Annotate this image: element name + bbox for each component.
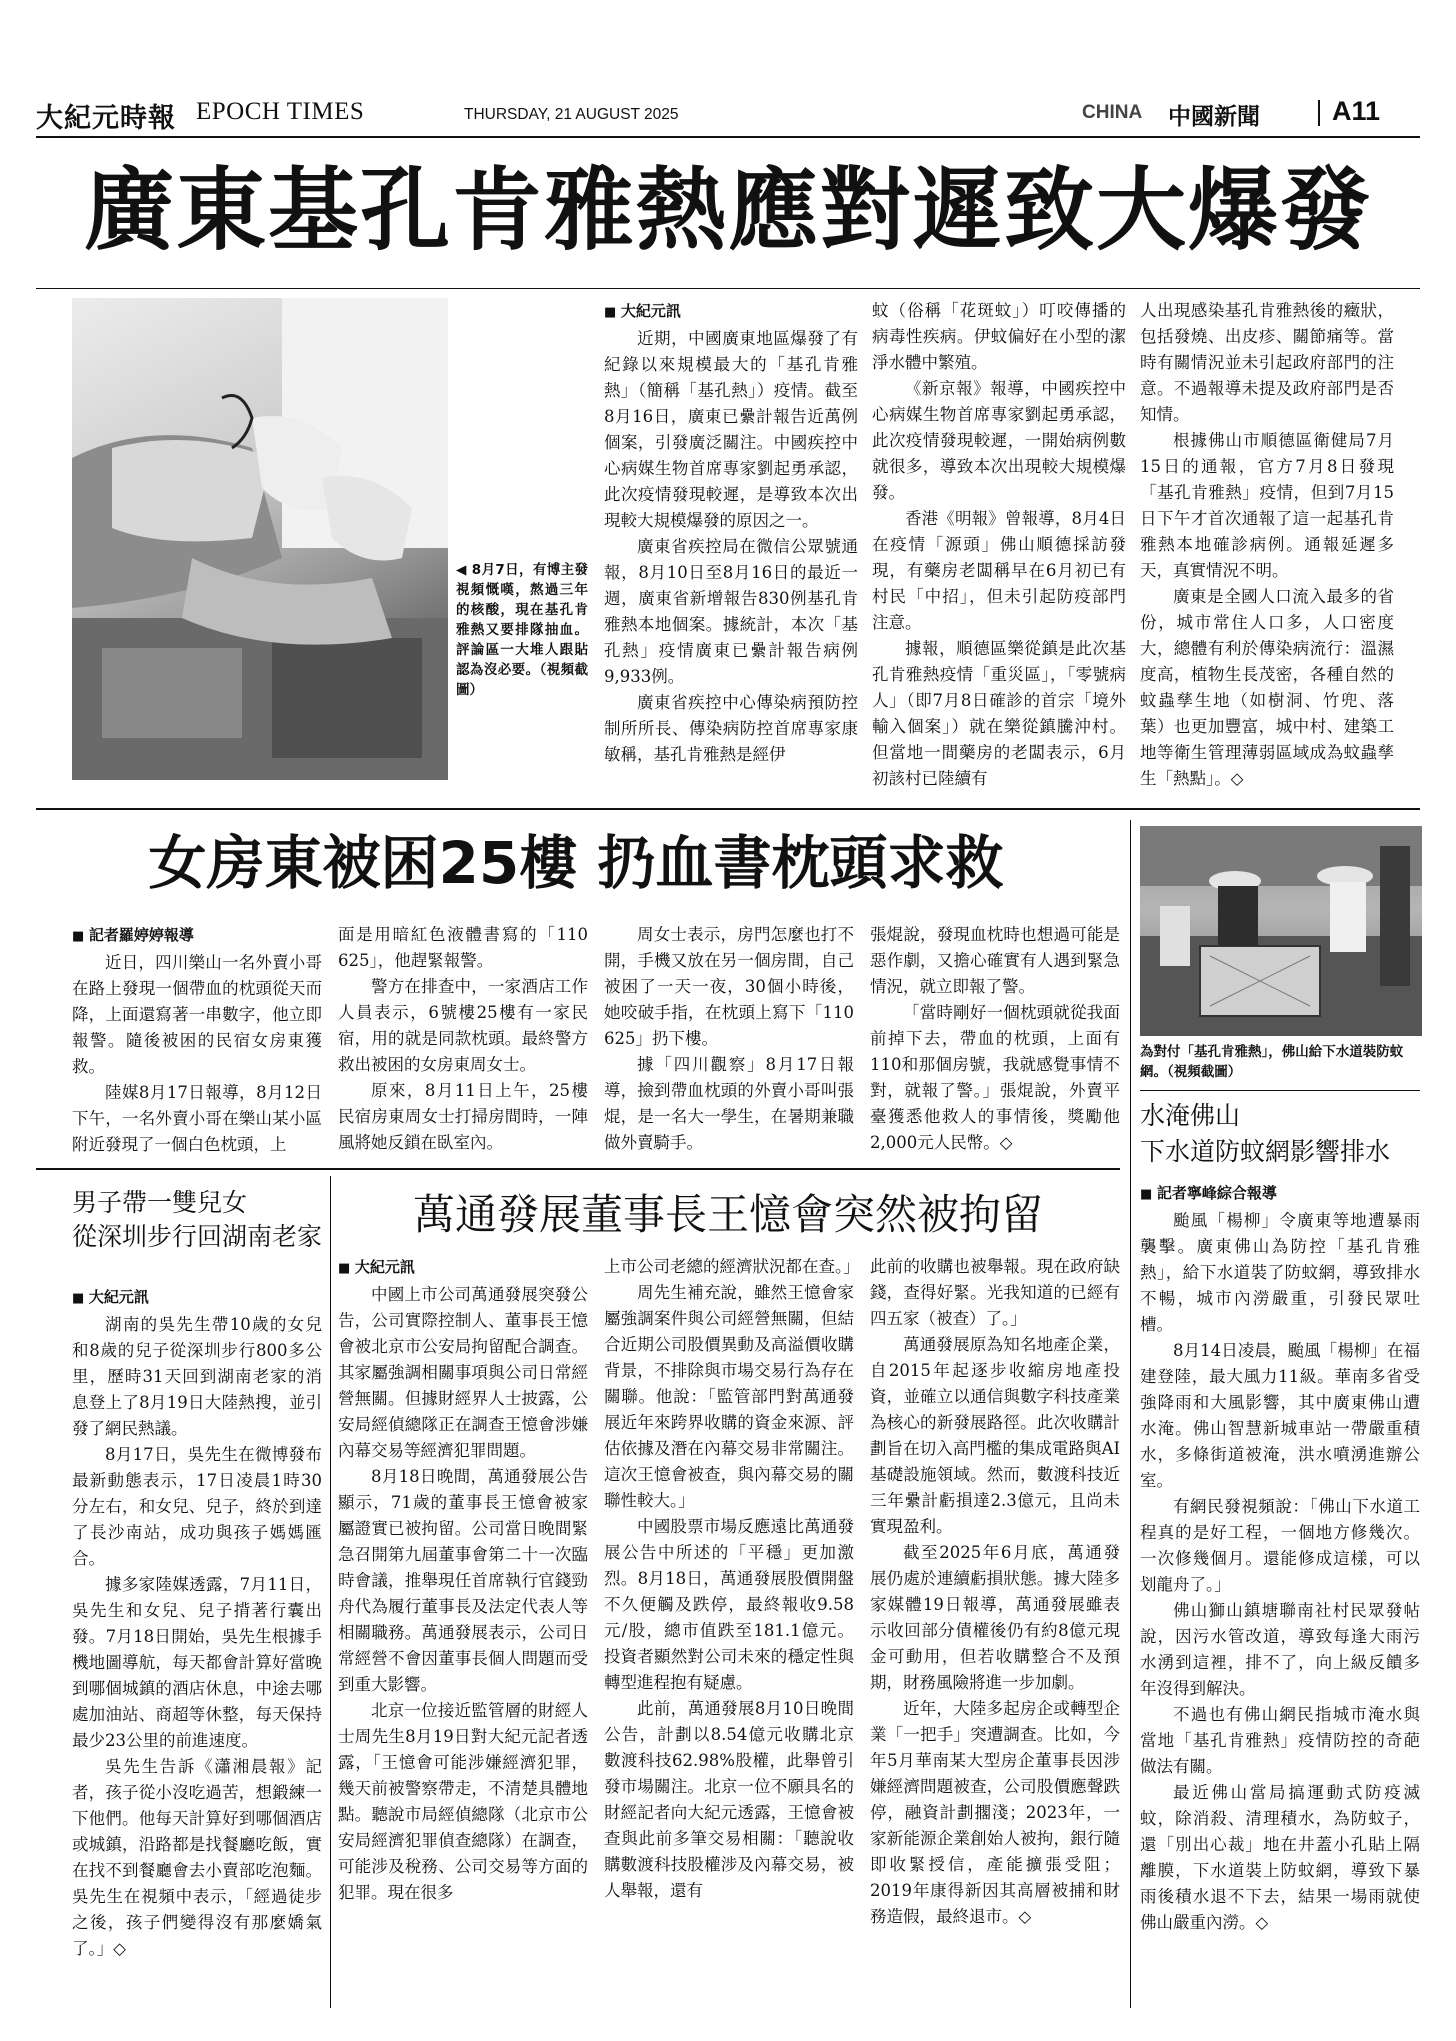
story3-p3: 有網民發視頻說：「佛山下水道工程真的是好工程，一個地方修幾次。一次修幾個月。還能修成這樣，可以划龍舟了。」 xyxy=(1140,1497,1420,1594)
story4-p4: 吳先生告訴《瀟湘晨報》記者，孩子從小沒吃過苦，想鍛練一下他們。他每天計算好到哪個酒店或城鎮，沿路都是找餐廳吃飯，實在找不到餐廳會去小賣部吃泡麵。吳先生在視頻中表示，「經過徒步之後，孩子們變得沒有那麼嬌氣了。」◇ xyxy=(72,1757,322,1958)
story4-p2: 8月17日，吳先生在微博發布最新動態表示，17日凌晨1時30分左右，和女兒、兒子，終於到達了長沙南站，成功與孩子媽媽匯合。 xyxy=(72,1445,322,1568)
story1-col2-p3: 香港《明報》曾報導，8月4日在疫情「源頭」佛山順德採訪發現，有藥房老闆稱早在6月初已有村民「中招」，但未引起防疫部門注意。 xyxy=(872,509,1126,632)
story1-dateline: ■ 大紀元訊 xyxy=(604,298,858,326)
story5-col3-p4: 近年，大陸多起房企或轉型企業「一把手」突遭調查。比如，今年5月華南某大型房企董事長因涉嫌經濟問題被查，公司股價應聲跌停，融資計劃擱淺；2023年，一家新能源企業創始人被拘，銀行隨即收緊授信，產能擴張受阻；2019年康得新因其高層被捕和財務造假，最終退市。◇ xyxy=(870,1699,1120,1926)
story1-bottom-rule xyxy=(36,808,1420,810)
story5-col1-p3: 北京一位接近監管層的財經人士周先生8月19日對大紀元記者透露，「王憶會可能涉嫌經濟犯罪，幾天前被警察帶走，不清楚具體地點。聽說市局經偵總隊（北京市公安局經濟犯罪偵查總隊）在調查，可能涉及稅務、公司交易等方面的犯罪。現在很多 xyxy=(338,1701,588,1902)
story2-bottom-rule xyxy=(36,1168,1120,1170)
story1-col3 xyxy=(1140,298,1394,792)
story2-col2-p1: 面是用暗紅色液體書寫的「110 625」，他趕緊報警。 xyxy=(338,925,588,970)
story2-col3-p2: 據「四川觀察」8月17日報導，撿到帶血枕頭的外賣小哥叫張焜，是一名大一學生，在暑期兼職做外賣騎手。 xyxy=(604,1055,854,1152)
story1-col3-p3: 廣東是全國人口流入最多的省份，城市常住人口多，人口密度大，總體有利於傳染病流行：溫濕度高，植物生長茂密，各種自然的蚊蟲孳生地（如樹洞、竹兜、落葉）也更加豐富，城中村、建築工地等衛生管理薄弱區域成為蚊蟲孳生「熱點」。◇ xyxy=(1140,587,1394,788)
story1-col3-p1: 人出現感染基孔肯雅熱後的癥狀，包括發燒、出皮疹、關節痛等。當時有關情況並未引起政府部門的注意。不過報導未提及政府部門是否知情。 xyxy=(1140,301,1394,424)
story1-photo-caption: ◀ 8月7日，有博主發視頻慨嘆，熬過三年的核酸，現在基孔肯雅熱又要排隊抽血。評論區一大堆人跟貼認為沒必要。（視頻截圖） xyxy=(456,562,588,698)
story5-col3 xyxy=(870,1254,1120,1930)
story2-col2-p2: 警方在排查中，一家酒店工作人員表示，6號樓25樓有一家民宿，用的就是同款枕頭。最終警方救出被困的女房東周女士。 xyxy=(338,977,588,1074)
story4-p1: 湖南的吳先生帶10歲的女兒和8歲的兒子從深圳步行800多公里，歷時31天回到湖南老家的消息登上了8月19日大陸熱搜，並引發了網民熱議。 xyxy=(72,1315,322,1438)
story3-dateline: ■ 記者寧峰綜合報導 xyxy=(1140,1180,1420,1208)
left-column-divider xyxy=(330,1176,331,2008)
story2-dateline: ■ 記者羅婷婷報導 xyxy=(72,922,322,950)
story5-col1 xyxy=(338,1254,588,1906)
story1-col1-p1: 近期，中國廣東地區爆發了有紀錄以來規模最大的「基孔肯雅熱」（簡稱「基孔熱」）疫情。截至8月16日，廣東已纍計報告近萬例個案，引發廣泛關注。中國疾控中心病媒生物首席專家劉起勇承認，此次疫情發現較遲，是導致本次出現較大規模爆發的原因之一。 xyxy=(604,329,858,530)
story3-p4: 佛山獅山鎮塘聯南社村民眾發帖說，因污水管改道，導致每逢大雨污水湧到這裡，排不了，向上級反饋多年沒得到解決。 xyxy=(1140,1601,1420,1698)
section-divider xyxy=(1318,100,1320,126)
story1-photo xyxy=(72,298,448,780)
story2-col4-p1: 張焜說，發現血枕時也想過可能是惡作劇，又擔心確實有人遇到緊急情況，就立即報了警。 xyxy=(870,925,1120,996)
story4-headline-line2: 從深圳步行回湖南老家 xyxy=(72,1222,323,1251)
story4-body xyxy=(72,1284,322,1962)
story3-photo-caption: 為對付「基孔肯雅熱」，佛山給下水道裝防蚊網。（視頻截圖） xyxy=(1140,1044,1404,1080)
story3-p5: 不過也有佛山網民指城市淹水與當地「基孔肯雅熱」疫情防控的奇葩做法有關。 xyxy=(1140,1705,1420,1776)
story5-col3-p3: 截至2025年6月底，萬通發展仍處於連續虧損狀態。據大陸多家媒體19日報導，萬通發展雖表示收回部分債權後仍有約8億元現金可動用，但若收購整合不及預期，財務風險將進一步加劇。 xyxy=(870,1543,1120,1692)
story2-col1 xyxy=(72,922,322,1158)
story3-headline-line2: 下水道防蚊網影響排水 xyxy=(1140,1137,1391,1166)
story1-col3-p2: 根據佛山市順德區衛健局7月15日的通報，官方7月8日發現「基孔肯雅熱」疫情，但到7月15日下午才首次通報了這一起基孔肯雅熱本地確診病例。通報延遲多天，真實情況不明。 xyxy=(1140,431,1394,580)
story1-headline: 廣東基孔肯雅熱應對遲致大爆發 xyxy=(84,157,1372,263)
section-label-en: CHINA xyxy=(1082,102,1143,123)
story3-p1: 颱風「楊柳」令廣東等地遭暴雨襲擊。廣東佛山為防控「基孔肯雅熱」，給下水道裝了防蚊網，導致排水不暢，城市內澇嚴重，引發民眾吐槽。 xyxy=(1140,1211,1420,1334)
story2-col2 xyxy=(338,922,588,1156)
story2-col2-p3: 原來，8月11日上午，25樓民宿房東周女士打掃房間時，一陣風將她反鎖在臥室內。 xyxy=(338,1081,588,1152)
story1-col2-p1: 蚊（俗稱「花斑蚊」）叮咬傳播的病毒性疾病。伊蚊偏好在小型的潔淨水體中繁殖。 xyxy=(872,301,1126,372)
story5-col2-p4: 此前，萬通發展8月10日晚間公告，計劃以8.54億元收購北京數渡科技62.98%股權，此舉曾引發市場關注。北京一位不願具名的財經記者向大紀元透露，王憶會被查與此前多筆交易相關：「聽說收購數渡科技股權涉及內幕交易，被人舉報，還有 xyxy=(604,1699,854,1900)
story3-p2: 8月14日凌晨，颱風「楊柳」在福建登陸，最大風力11級。華南多省受強降雨和大風影響，其中廣東佛山遭水淹。佛山智慧新城車站一帶嚴重積水，多條街道被淹，洪水噴湧進辦公室。 xyxy=(1140,1341,1420,1490)
masthead-logo-cn: 大紀元時報 xyxy=(36,103,176,134)
story2-col1-p2: 陸媒8月17日報導，8月12日下午，一名外賣小哥在樂山某小區附近發現了一個白色枕頭，上 xyxy=(72,1083,322,1154)
story2-col1-p1: 近日，四川樂山一名外賣小哥在路上發現一個帶血的枕頭從天而降，上面還寫著一串數字，他立即報警。隨後被困的民宿女房東獲救。 xyxy=(72,953,322,1076)
story1-col1 xyxy=(604,298,858,768)
story3-photo xyxy=(1140,826,1422,1036)
story4-headline-line1: 男子帶一雙兒女 xyxy=(72,1188,248,1217)
story1-col2 xyxy=(872,298,1126,792)
story5-headline: 萬通發展董事長王憶會突然被拘留 xyxy=(412,1190,1043,1239)
story3-headline-line1: 水淹佛山 xyxy=(1140,1101,1241,1130)
story2-col4 xyxy=(870,922,1120,1156)
story5-col2-p1: 上市公司老總的經濟狀況都在查。」 xyxy=(604,1257,860,1276)
story5-col3-p1: 此前的收購也被舉報。現在政府缺錢，查得好緊。光我知道的已經有四五家（被查）了。」 xyxy=(870,1257,1120,1328)
story5-col3-p2: 萬通發展原為知名地產企業，自2015年起逐步收縮房地產投資，並確立以通信與數字科技產業為核心的新發展路徑。此次收購計劃旨在切入高門檻的集成電路與AI基礎設施領域。然而，數渡科技近三年纍計虧損達2.3億元，且尚未實現盈利。 xyxy=(870,1335,1120,1536)
story1-col1-p2: 廣東省疾控局在微信公眾號通報，8月10日至8月16日的最近一週，廣東省新增報告830例基孔肯雅熱本地個案。據統計，本次「基孔熱」疫情廣東已纍計報告病例9,933例。 xyxy=(604,537,858,686)
story3-caption-rule xyxy=(1140,1090,1420,1091)
story3-body xyxy=(1140,1180,1420,1936)
story1-col1-p3: 廣東省疾控中心傳染病預防控制所所長、傳染病防控首席專家康敏稱，基孔肯雅熱是經伊 xyxy=(604,693,858,764)
masthead xyxy=(36,96,1420,136)
story5-dateline: ■ 大紀元訊 xyxy=(338,1254,588,1282)
story5-col2-p2: 周先生補充說，雖然王憶會家屬強調案件與公司經營無關，但結合近期公司股價異動及高溢價收購背景，不排除與市場交易行為存在關聯。他說：「監管部門對萬通發展近年來跨界收購的資金來源、評估依據及潛在內幕交易非常關注。這次王憶會被查，與內幕交易的關聯性較大。」 xyxy=(604,1283,854,1510)
story4-p3: 據多家陸媒透露，7月11日，吳先生和女兒、兒子揹著行囊出發。7月18日開始，吳先生根據手機地圖導航，每天都會計算好當晚到哪個城鎮的酒店休息，中途去哪處加油站、商超等休整，每天保持最少23公里的前進速度。 xyxy=(72,1575,322,1750)
masthead-logo-en: EPOCH TIMES xyxy=(196,98,365,125)
story2-col4-p2: 「當時剛好一個枕頭就從我面前掉下去，帶血的枕頭，上面有110和那個房號，我就感覺事情不對，就報了警。」張焜說，外賣平臺獲悉他救人的事情後，獎勵他2,000元人民幣。◇ xyxy=(870,1003,1120,1152)
story4-dateline: ■ 大紀元訊 xyxy=(72,1284,322,1312)
story3-p6: 最近佛山當局搞運動式防疫滅蚊，除消殺、清理積水，為防蚊子，還「別出心裁」地在井蓋小孔貼上隔離膜，下水道裝上防蚊網，導致下暴雨後積水退不下去，結果一場雨就使佛山嚴重內澇。◇ xyxy=(1140,1783,1420,1932)
story2-col3 xyxy=(604,922,854,1156)
section-label-cn: 中國新聞 xyxy=(1168,104,1260,130)
story2-headline: 女房東被困25樓 扔血書枕頭求救 xyxy=(148,829,1004,897)
story2-col3-p1: 周女士表示，房門怎麼也打不開，手機又放在另一個房間，自己被困了一天一夜，30個小時後，她咬破手指，在枕頭上寫下「110 625」扔下樓。 xyxy=(604,925,854,1048)
story5-col1-p2: 8月18日晚間，萬通發展公告顯示，71歲的董事長王憶會被家屬證實已被拘留。公司當日晚間緊急召開第九屆董事會第二十一次臨時會議，推舉現任首席執行官錢勁舟代為履行董事長及法定代表人等相關職務。萬通發展表示，公司日常經營不會因董事長個人問題而受到重大影響。 xyxy=(338,1467,588,1694)
story5-col2 xyxy=(604,1254,860,1904)
story5-col2-p3: 中國股票市場反應遠比萬通發展公告中所述的「平穩」更加激烈。8月18日，萬通發展股價開盤不久便觸及跌停，最終報收9.58元/股，總市值跌至181.1億元。投資者顯然對公司未來的穩定性與轉型進程抱有疑慮。 xyxy=(604,1517,854,1692)
story5-col1-p1: 中國上市公司萬通發展突發公告，公司實際控制人、董事長王憶會被北京市公安局拘留配合調查。其家屬強調相關事項與公司日常經營無關。但據財經界人士披露，公安局經偵總隊正在調查王憶會涉嫌內幕交易等經濟犯罪問題。 xyxy=(338,1285,588,1460)
story1-col2-p2: 《新京報》報導，中國疾控中心病媒生物首席專家劉起勇承認，此次疫情發現較遲，一開始病例數就很多，導致本次出現較大規模爆發。 xyxy=(872,379,1126,502)
right-column-divider xyxy=(1130,820,1131,2008)
story1-col2-p4: 據報，順德區樂從鎮是此次基孔肯雅熱疫情「重災區」，「零號病人」（即7月8日確診的首宗「境外輸入個案」）就在樂從鎮騰沖村。但當地一間藥房的老闆表示，6月初該村已陸續有 xyxy=(872,639,1126,788)
page-number: A11 xyxy=(1332,96,1381,126)
masthead-date: THURSDAY, 21 AUGUST 2025 xyxy=(464,106,679,123)
workers-installing-drain-net-photo xyxy=(1140,826,1422,1036)
clinic-blood-draw-photo xyxy=(72,298,448,780)
masthead-rule xyxy=(36,136,1420,138)
story1-headline-rule xyxy=(36,288,1420,289)
